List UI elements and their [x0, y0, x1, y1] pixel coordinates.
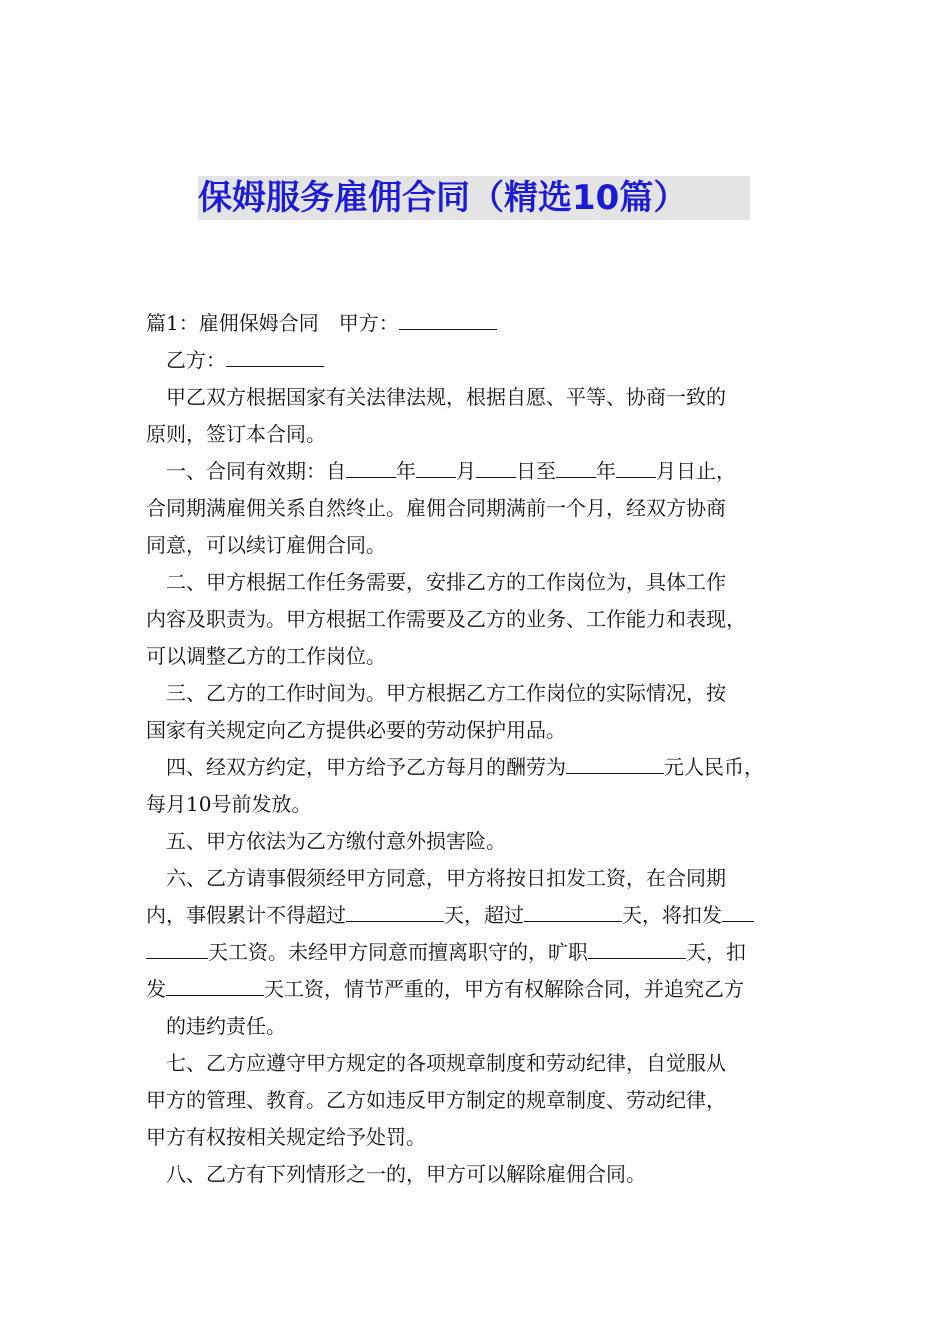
contract-line: [146, 342, 826, 379]
contract-line: 七、乙方应遵守甲方规定的各项规章制度和劳动纪律，自觉服从: [166, 1051, 726, 1075]
contract-line: 可以调整乙方的工作岗位。: [146, 644, 386, 668]
line-text: 年: [596, 459, 616, 483]
blank-field: [146, 934, 208, 959]
contract-line: [146, 305, 826, 342]
contract-line: 同意，可以续订雇佣合同。: [146, 533, 386, 557]
line-text: 日至: [516, 459, 556, 483]
blank-field: [566, 749, 664, 774]
contract-line: 甲乙双方根据国家有关法律法规，根据自愿、平等、协商一致的: [166, 385, 726, 409]
blank-field: [556, 453, 596, 478]
contract-line: 甲方的管理、教育。乙方如违反甲方制定的规章制度、劳动纪律，: [146, 1088, 726, 1112]
contract-line: 六、乙方请事假须经甲方同意，甲方将按日扣发工资，在合同期: [166, 866, 726, 890]
blank-field: [476, 453, 516, 478]
blank-field: [346, 453, 396, 478]
contract-line: 合同期满雇佣关系自然终止。雇佣合同期满前一个月，经双方协商: [146, 496, 726, 520]
contract-line: [146, 897, 826, 934]
line-text: 天，超过: [444, 903, 524, 927]
line-text: 四、经双方约定，甲方给予乙方每月的酬劳为: [166, 755, 566, 779]
line-text: 天工资。未经甲方同意而擅离职守的，旷职: [208, 940, 588, 964]
blank-field: [166, 971, 264, 996]
contract-line: 三、乙方的工作时间为。甲方根据乙方工作岗位的实际情况，按: [166, 681, 726, 705]
contract-line: 八、乙方有下列情形之一的，甲方可以解除雇佣合同。: [166, 1162, 646, 1186]
contract-line: 二、甲方根据工作任务需要，安排乙方的工作岗位为，具体工作: [166, 570, 726, 594]
contract-line: 每月10号前发放。: [146, 792, 312, 816]
blank-field: [524, 897, 622, 922]
contract-line: 甲方有权按相关规定给予处罚。: [146, 1125, 426, 1149]
contract-line: 的违约责任。: [166, 1014, 286, 1038]
line-text: 篇1：雇佣保姆合同 甲方：: [146, 311, 399, 335]
line-text: 乙方：: [166, 348, 226, 372]
blank-field: [588, 934, 686, 959]
blank-field: [226, 342, 324, 367]
contract-line: [146, 453, 826, 490]
line-text: 发: [146, 977, 166, 1001]
line-text: 天工资，情节严重的，甲方有权解除合同，并追究乙方: [264, 977, 744, 1001]
line-text: 内，事假累计不得超过: [146, 903, 346, 927]
contract-body: [146, 305, 826, 1193]
contract-line: [146, 971, 826, 1008]
blank-field: [399, 305, 497, 330]
blank-field: [416, 453, 456, 478]
line-text: 元人民币，: [664, 755, 764, 779]
contract-line: [146, 934, 826, 971]
contract-line: 原则，签订本合同。: [146, 422, 326, 446]
line-text: 天，将扣发: [622, 903, 722, 927]
contract-line: 国家有关规定向乙方提供必要的劳动保护用品。: [146, 718, 566, 742]
blank-field: [722, 897, 754, 922]
blank-field: [346, 897, 444, 922]
page-title: 保姆服务雇佣合同（精选10篇）: [198, 176, 750, 220]
contract-line: 内容及职责为。甲方根据工作需要及乙方的业务、工作能力和表现，: [146, 607, 746, 631]
line-text: 年: [396, 459, 416, 483]
line-text: 月: [456, 459, 476, 483]
contract-line: [146, 749, 826, 786]
blank-field: [616, 453, 656, 478]
contract-line: 五、甲方依法为乙方缴付意外损害险。: [166, 829, 506, 853]
line-text: 月日止，: [656, 459, 736, 483]
line-text: 一、合同有效期：自: [166, 459, 346, 483]
line-text: 天，扣: [686, 940, 746, 964]
